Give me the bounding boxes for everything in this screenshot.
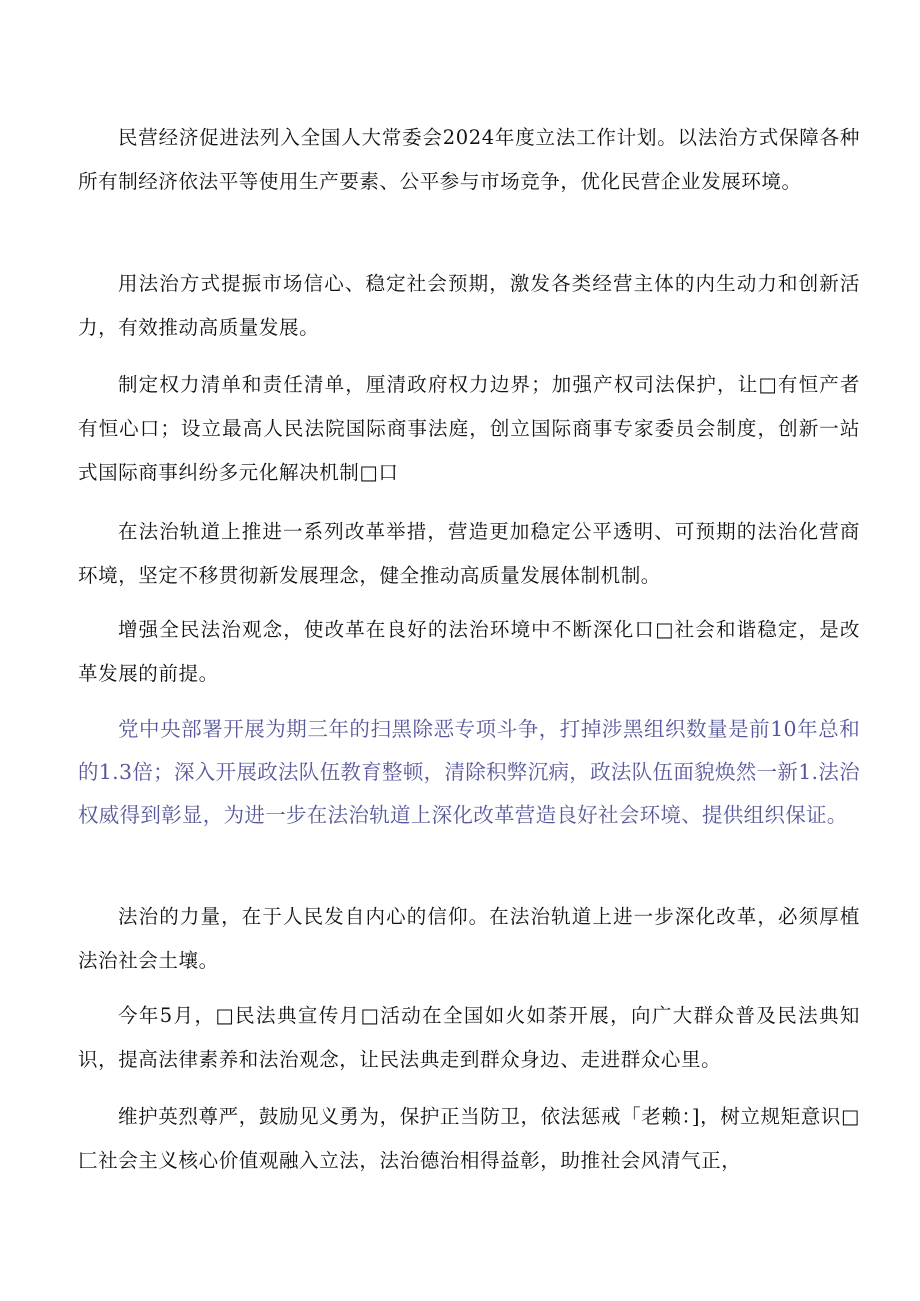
paragraph-legal-awareness: 增强全民法治观念，使改革在良好的法治环境中不断深化口□社会和谐稳定，是改革发展的前提。	[78, 618, 860, 685]
paragraph-heroes-dignity: 维护英烈尊严，鼓励见义勇为，保护正当防卫，依法惩戒「老赖：]，树立规矩意识□匚社会主义核心价值观融入立法，法治德治相得益彰，助推社会风清气正，	[78, 1105, 860, 1172]
paragraph-private-economy-law: 民营经济促进法列入全国人大常委会2024年度立法工作计划。以法治方式保障各种所有制经济依法平等使用生产要素、公平参与市场竞争，优化民营企业发展环境。	[78, 126, 860, 193]
paragraph-market-confidence: 用法治方式提振市场信心、稳定社会预期，激发各类经营主体的内生动力和创新活力，有效推动高质量发展。	[78, 272, 860, 339]
paragraph-civil-code-month: 今年5月，□民法典宣传月□活动在全国如火如荼开展，向广大群众普及民法典知识，提高法律素养和法治观念，让民法典走到群众身边、走进群众心里。	[78, 1004, 860, 1071]
paragraph-reform-measures: 在法治轨道上推进一系列改革举措，营造更加稳定公平透明、可预期的法治化营商环境，坚定不移贯彻新发展理念，健全推动高质量发展体制机制。	[78, 520, 860, 587]
paragraph-power-list: 制定权力清单和责任清单，厘清政府权力边界；加强产权司法保护，让□有恒产者有恒心口；设立最高人民法院国际商事法庭，创立国际商事专家委员会制度，创新一站式国际商事纠纷多元化解决机制□口	[78, 373, 860, 484]
paragraph-anti-crime-campaign: 党中央部署开展为期三年的扫黑除恶专项斗争，打掉涉黑组织数量是前10年总和的1.3倍；深入开展政法队伍教育整顿，清除积弊沉病，政法队伍面貌焕然一新1.法治权威得到彰显，为进一步在法治轨道上深化改革营造良好社会环境、提供组织保证。	[78, 717, 860, 827]
paragraph-power-of-rule-of-law: 法治的力量，在于人民发自内心的信仰。在法治轨道上进一步深化改革，必须厚植法治社会土壤。	[78, 905, 860, 972]
